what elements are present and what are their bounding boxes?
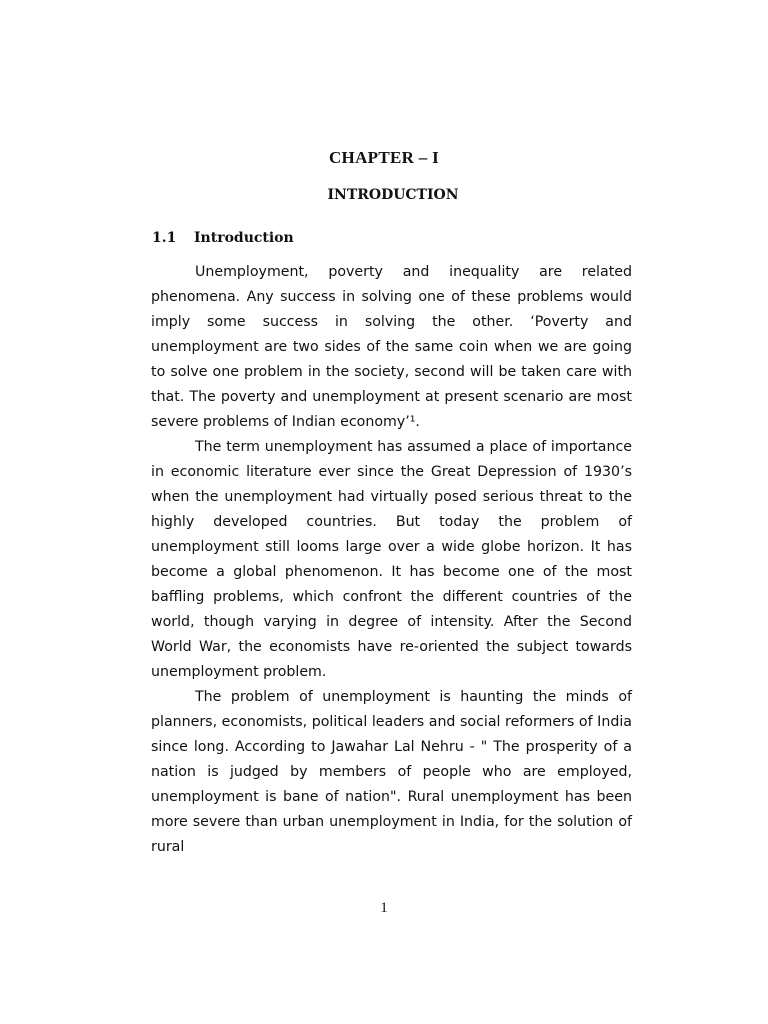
section-number: 1.1: [152, 230, 177, 246]
chapter-subtitle: INTRODUCTION: [327, 187, 459, 203]
body-text: [151, 260, 632, 860]
page-number: 1: [380, 900, 388, 916]
paragraph: Unemployment, poverty and inequality are related phenomena. Any success in solving one of these problems would imply some success in solving the other. ‘Poverty and unemployment are two sides of the same coin when we are going to solve one problem in the society, second will be taken care with that. The poverty and unemployment at present scenario are most severe problems of Indian economy’¹.: [151, 264, 632, 430]
section-title: Introduction: [194, 230, 294, 246]
paragraph: The problem of unemployment is haunting the minds of planners, economists, political leaders and social reformers of India since long. According to Jawahar Lal Nehru - " The prosperity of a nation is judged by members of people who are employed, unemployment is bane of nation". Rural unemployment has been more severe than urban unemployment in India, for the solution of rural: [151, 689, 632, 855]
section-heading: [152, 230, 294, 246]
chapter-title: CHAPTER – I: [328, 148, 440, 167]
paragraph: The term unemployment has assumed a place of importance in economic literature ever since the Great Depression of 1930’s when the unemployment had virtually posed serious threat to the highly developed countries. But today the problem of unemployment still looms large over a wide globe horizon. It has become a global phenomenon. It has become one of the most baffling problems, which confront the different countries of the world, though varying in degree of intensity. After the Second World War, the economists have re-oriented the subject towards unemployment problem.: [151, 439, 632, 680]
